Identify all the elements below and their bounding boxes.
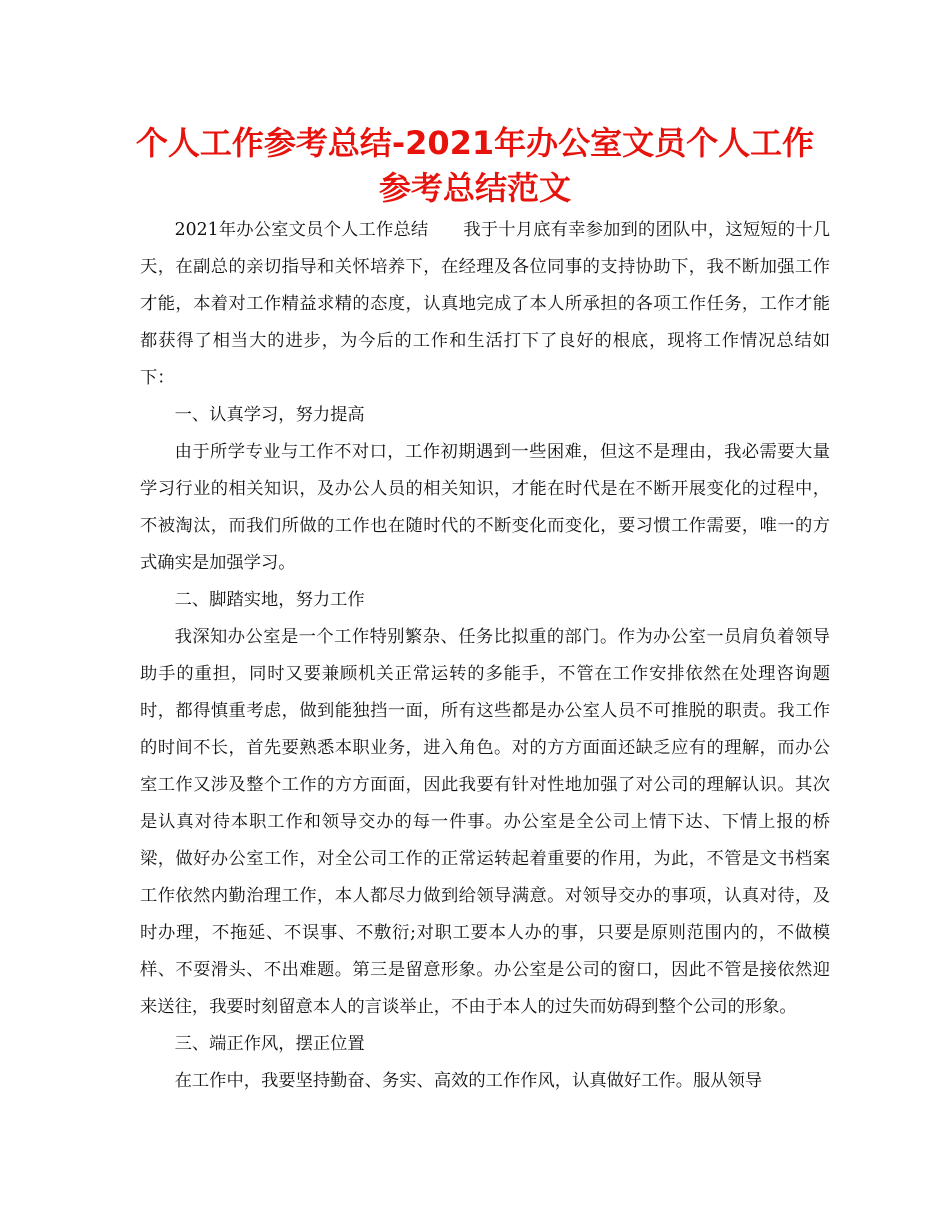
section-heading-3: 三、端正作风，摆正位置: [174, 1034, 365, 1054]
section-heading-1: 一、认真学习，努力提高: [174, 405, 365, 425]
intro-paragraph: 2021年办公室文员个人工作总结 我于十月底有幸参加到的团队中，这短短的十几天，在副总的亲切指导和关怀培养下，在经理及各位同事的支持协助下，我不断加强工作才能，本着对工作精益求精的态度，认真地完成了本人所承担的各项工作任务，工作才能都获得了相当大的进步，为今后的工作和生活打下了良好的根底，现将工作情况总结如下：: [140, 220, 830, 388]
document-title-line-2: 参考总结范文: [378, 169, 571, 207]
section-3-paragraph: 在工作中，我要坚持勤奋、务实、高效的工作作风，认真做好工作。服从领导: [174, 1071, 763, 1091]
section-heading-2: 二、脚踏实地，努力工作: [174, 590, 365, 610]
document-title-line-1: 个人工作参考总结-2021年办公室文员个人工作: [135, 124, 815, 162]
section-2-paragraph: 我深知办公室是一个工作特别繁杂、任务比拟重的部门。作为办公室一员肩负着领导助手的重担，同时又要兼顾机关正常运转的多能手，不管在工作安排依然在处理咨询题时，都得慎重考虑，做到能独挡一面，所有这些都是办公室人员不可推脱的职责。我工作的时间不长，首先要熟悉本职业务，进入角色。对的方方面面还缺乏应有的理解，而办公室工作又涉及整个工作的方方面面，因此我要有针对性地加强了对公司的理解认识。其次是认真对待本职工作和领导交办的每一件事。办公室是全公司上情下达、下情上报的桥梁，做好办公室工作，对全公司工作的正常运转起着重要的作用，为此，不管是文书档案工作依然内勤治理工作，本人都尽力做到给领导满意。对领导交办的事项，认真对待，及时办理，不拖延、不误事、不敷衍;对职工要本人办的事，只要是原则范围内的，不做模样、不耍滑头、不出难题。第三是留意形象。办公室是公司的窗口，因此不管是接依然迎来送往，我要时刻留意本人的言谈举止，不由于本人的过失而妨碍到整个公司的形象。: [140, 627, 830, 1017]
document-body: [140, 212, 830, 1100]
section-1-paragraph: 由于所学专业与工作不对口，工作初期遇到一些困难，但这不是理由，我必需要大量学习行业的相关知识，及办公人员的相关知识，才能在时代是在不断开展变化的过程中，不被淘汰，而我们所做的工作也在随时代的不断变化而变化，要习惯工作需要，唯一的方式确实是加强学习。: [140, 442, 830, 573]
